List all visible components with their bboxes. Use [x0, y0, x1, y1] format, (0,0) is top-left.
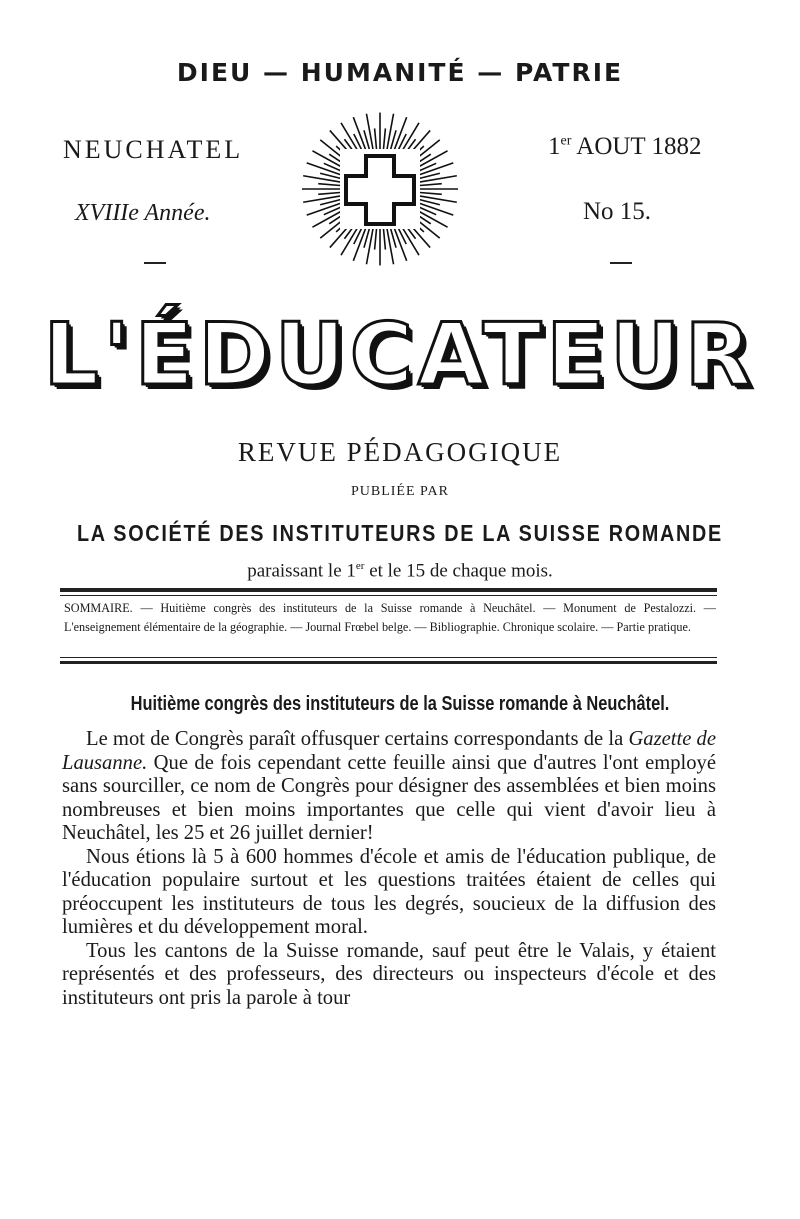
issue-date	[548, 133, 702, 161]
sunburst-ray	[383, 229, 385, 250]
frequency-line	[0, 560, 800, 582]
divider-dash-left	[144, 262, 166, 264]
sunburst-ray	[318, 184, 340, 186]
issue-number: No 15.	[583, 198, 652, 225]
published-by: PUBLIÉE PAR	[350, 484, 449, 499]
frequency-end: et le 15 de chaque mois.	[364, 560, 553, 582]
paragraph-2: Nous étions là 5 à 600 hommes d'école et amis de l'éducation publique, de l'éducation populaire surtout et les questions traitées étaient de celles qui préoccupent les instituteurs de tous les degrés, soucieux de la diffusion des lumières et du développement moral.	[62, 845, 716, 938]
sunburst-ray	[420, 192, 442, 194]
masthead-title: L'ÉDUCATEUR	[43, 305, 757, 405]
sunburst-ray	[375, 229, 377, 250]
date-rest: AOUT 1882	[571, 133, 702, 160]
p1-start: Le mot de Congrès paraît offusquer certains correspondants de la	[86, 728, 629, 750]
p1-end: Que de fois cependant cette feuille ainsi que d'autres l'ont employé sans sourciller, ce nom de Congrès pour désigner des assemblées et bien moins nombreuses et bien moins importantes que celle qui vient d'avoir lieu à Neuchâtel, les 25 et 26 juillet dernier!	[62, 751, 716, 844]
p1-italic: Gazette de Lausanne.	[62, 728, 716, 774]
sunburst-ray	[420, 184, 442, 186]
rule-thick-bottom	[60, 661, 717, 664]
paragraph-1	[62, 728, 716, 846]
volume-year: XVIIIe Année.	[75, 200, 211, 226]
rule-thin-top	[60, 595, 717, 596]
sunburst-ray	[383, 128, 385, 149]
rule-thick-top	[60, 588, 717, 592]
society-name: LA SOCIÉTÉ DES INSTITUTEURS DE LA SUISSE ROMANDE	[77, 520, 723, 546]
divider-dash-right	[610, 262, 632, 264]
motto: DIEU — HUMANITÉ — PATRIE	[176, 58, 624, 87]
frequency-start: paraissant le 1	[247, 560, 356, 582]
article-headline: Huitième congrès des instituteurs de la Suisse romande à Neuchâtel.	[130, 693, 670, 715]
city: NEUCHATEL	[63, 135, 244, 164]
table-of-contents: SOMMAIRE. — Huitième congrès des instituteurs de la Suisse romande à Neuchâtel. — Monument de Pestalozzi. — L'enseignement élémentaire de la géographie. — Journal Frœbel belge. — Bibliographie. Chronique scolaire. — Partie pratique.	[64, 601, 716, 634]
sunburst-ray	[375, 128, 377, 149]
paragraph-3: Tous les cantons de la Suisse romande, sauf peut être le Valais, y étaient représentés et des professeurs, des directeurs ou inspecteurs d'école et des instituteurs ont pris la parole à tour	[62, 939, 716, 1009]
frequency-sup: er	[355, 560, 365, 572]
date-day: 1	[548, 133, 561, 160]
swiss-cross-sunburst-icon	[296, 108, 464, 270]
sunburst-ray	[318, 192, 340, 194]
date-sup: er	[560, 133, 572, 149]
rule-thin-bottom	[60, 657, 717, 658]
masthead-subtitle: REVUE PÉDAGOGIQUE	[237, 437, 563, 467]
article-body	[62, 728, 716, 1010]
